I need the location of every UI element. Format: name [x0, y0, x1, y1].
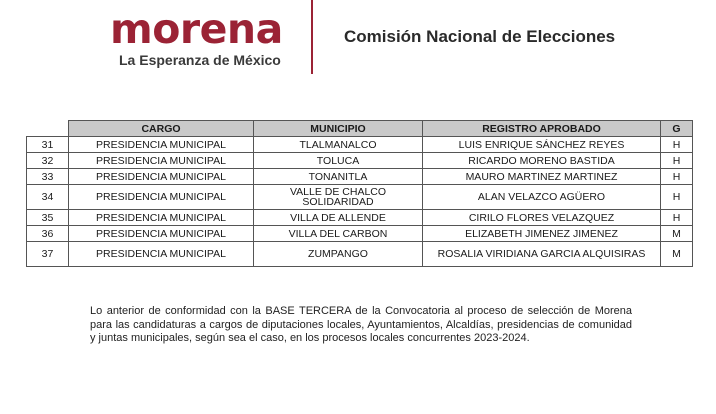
row-number: 37: [27, 242, 69, 267]
row-number: 36: [27, 226, 69, 242]
header-divider: [311, 0, 313, 74]
row-number: 31: [27, 137, 69, 153]
row-gender: H: [661, 169, 693, 185]
commission-title: Comisión Nacional de Elecciones: [344, 27, 616, 46]
logo-tagline: La Esperanza de México: [119, 52, 281, 68]
row-cargo: PRESIDENCIA MUNICIPAL: [69, 185, 254, 210]
table-row: [27, 169, 693, 185]
row-number: 34: [27, 185, 69, 210]
header-registro: REGISTRO APROBADO: [423, 121, 661, 137]
table-row: [27, 137, 693, 153]
row-gender: H: [661, 185, 693, 210]
row-municipio: TLALMANALCO: [254, 137, 423, 153]
table-row: [27, 226, 693, 242]
row-registro: LUIS ENRIQUE SÁNCHEZ REYES: [423, 137, 661, 153]
row-municipio: TOLUCA: [254, 153, 423, 169]
row-registro: RICARDO MORENO BASTIDA: [423, 153, 661, 169]
row-registro: CIRILO FLORES VELAZQUEZ: [423, 210, 661, 226]
row-gender: H: [661, 153, 693, 169]
header-cargo: CARGO: [69, 121, 254, 137]
row-gender: M: [661, 242, 693, 267]
row-cargo: PRESIDENCIA MUNICIPAL: [69, 226, 254, 242]
row-registro: ALAN VELAZCO AGÜERO: [423, 185, 661, 210]
row-municipio: ZUMPANGO: [254, 242, 423, 267]
table-header-row: [27, 121, 693, 137]
row-municipio: TONANITLA: [254, 169, 423, 185]
row-gender: H: [661, 137, 693, 153]
candidates-table: [26, 120, 693, 267]
row-number: 35: [27, 210, 69, 226]
table-row: [27, 153, 693, 169]
row-cargo: PRESIDENCIA MUNICIPAL: [69, 137, 254, 153]
row-cargo: PRESIDENCIA MUNICIPAL: [69, 242, 254, 267]
row-registro: MAURO MARTINEZ MARTINEZ: [423, 169, 661, 185]
row-gender: M: [661, 226, 693, 242]
row-registro: ELIZABETH JIMENEZ JIMENEZ: [423, 226, 661, 242]
row-registro: ROSALIA VIRIDIANA GARCIA ALQUISIRAS: [423, 242, 661, 267]
row-gender: H: [661, 210, 693, 226]
legal-note: Lo anterior de conformidad con la BASE TERCERA de la Convocatoria al proceso de selección de Morena para las candidaturas a cargos de diputaciones locales, Ayuntamientos, Alcaldías, presidencias de comunidad y juntas municipales, según sea el caso, en los procesos locales concurrentes 2023-2024.: [90, 305, 632, 344]
row-municipio: VILLA DEL CARBON: [254, 226, 423, 242]
row-cargo: PRESIDENCIA MUNICIPAL: [69, 210, 254, 226]
row-number: 33: [27, 169, 69, 185]
row-number: 32: [27, 153, 69, 169]
row-municipio: VALLE DE CHALCO SOLIDARIDAD: [254, 185, 423, 210]
row-cargo: PRESIDENCIA MUNICIPAL: [69, 153, 254, 169]
logo-wordmark: morena: [110, 5, 283, 53]
table-row: [27, 242, 693, 267]
row-cargo: PRESIDENCIA MUNICIPAL: [69, 169, 254, 185]
header-municipio: MUNICIPIO: [254, 121, 423, 137]
row-municipio: VILLA DE ALLENDE: [254, 210, 423, 226]
table-row: [27, 210, 693, 226]
table-row: [27, 185, 693, 210]
header-g: G: [661, 121, 693, 137]
header-number-cell: [27, 121, 69, 137]
